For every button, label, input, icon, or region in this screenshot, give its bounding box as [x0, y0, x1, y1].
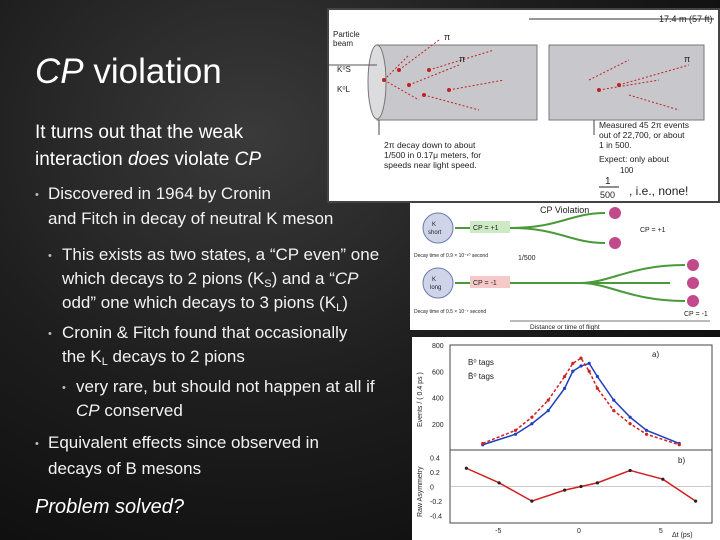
pi-label: π: [444, 32, 451, 42]
ylabel-top: Events / ( 0.4 ps ): [417, 372, 424, 427]
bullet-1b-line-2: the $K_L$ decays to 2 pions: [62, 347, 245, 368]
cp-violation-svg: [410, 203, 720, 330]
ratio-label: 1/500: [518, 255, 536, 262]
asym-point: [596, 481, 599, 484]
beam-label-1: Particle: [333, 30, 360, 39]
note-right-2: out of 22,700, or about: [599, 130, 685, 140]
b0-point: [612, 399, 615, 402]
pi-label: π: [459, 54, 466, 64]
beam-tube-right: [549, 45, 704, 120]
asym-point: [498, 481, 501, 484]
yticks-top: [432, 343, 444, 429]
intro-line-1: It turns out that the weak: [35, 122, 244, 143]
bullet-1a-line-2: which decays to 2 pions $(K_S)$ and a “CP: [62, 269, 359, 290]
bullet-1a-line-1: This exists as two states, a “CP even” one: [62, 245, 380, 264]
b-meson-svg: [412, 337, 720, 540]
cp-minus-right-label: CP = -1: [684, 311, 708, 318]
bullet-marker-icon: •: [48, 250, 52, 262]
b0-point: [563, 387, 566, 390]
b0bar-point: [645, 433, 648, 436]
b0bar-point: [596, 387, 599, 390]
xtick-label: 5: [658, 528, 663, 535]
bullet-marker-icon: •: [62, 382, 66, 394]
bullet-1b-line-1: Cronin & Fitch found that occasionally: [62, 323, 348, 342]
k-short-label-2: short: [428, 230, 442, 236]
cp-violation-diagram: [410, 203, 720, 330]
ylabel-bottom: Raw Asymmetry: [417, 466, 424, 517]
yticks-bottom: [430, 455, 442, 520]
xlabel: Δt (ps): [672, 532, 693, 539]
bullet-marker-icon: •: [35, 189, 39, 201]
bullet-2-line-2: decays of B mesons: [48, 459, 202, 478]
intro-line-2: interaction does violate CP: [35, 149, 262, 170]
note-left-1: 2π decay down to about: [384, 140, 476, 150]
asym-point: [579, 485, 582, 488]
series-raw-asymmetry: [466, 468, 695, 501]
expect-label: Expect: only about: [599, 154, 669, 164]
bullet-marker-icon: •: [35, 438, 39, 450]
b0bar-point: [514, 429, 517, 432]
slide-title: CP violation: [35, 52, 222, 91]
ytick-top-label: 800: [432, 343, 444, 350]
fraction-denominator: 500: [600, 190, 616, 200]
k-long-label-2: long: [430, 285, 442, 291]
asym-point: [629, 469, 632, 472]
bullet-marker-icon: •: [48, 328, 52, 340]
bullet-1-line-1: Discovered in 1964 by Cronin: [48, 184, 272, 203]
xtick-label: 0: [577, 528, 581, 535]
beam-tube-end: [368, 45, 386, 119]
asym-point: [563, 489, 566, 492]
distance-label: 17.4 m (57 ft): [659, 14, 713, 24]
b0bar-point: [629, 422, 632, 425]
note-left-3: speeds near light speed.: [384, 160, 477, 170]
asym-point: [465, 467, 468, 470]
ytick-top-label: 600: [432, 369, 444, 377]
b0bar-point: [571, 362, 574, 365]
b0bar-point: [588, 370, 591, 373]
b-meson-plot: [412, 337, 720, 540]
ytick-bottom-label: -0.2: [430, 499, 443, 507]
panel-b-label: b): [678, 456, 686, 465]
b0-point: [579, 364, 582, 367]
b0bar-point: [547, 399, 550, 402]
bullet-2-line-1: Equivalent effects since observed in: [48, 433, 319, 452]
k-short-sphere: [423, 213, 453, 243]
k-short-label: K: [432, 222, 437, 228]
closing-question: Problem solved?: [35, 496, 184, 518]
ytick-top-label: 200: [432, 421, 444, 429]
fraction-exponent: 100: [620, 166, 634, 175]
cp-plus-right-label: CP = +1: [640, 227, 666, 234]
bullet-1-line-2: and Fitch in decay of neutral K meson: [48, 209, 334, 228]
b0-point: [645, 429, 648, 432]
ytick-bottom-label: 0.2: [430, 469, 440, 477]
beam-label-2: beam: [333, 39, 354, 48]
lifetime-long: Decay time of 0.5 × 10⁻⁷ second: [414, 309, 487, 315]
legend-1: B⁰ tags: [468, 358, 494, 367]
xticks: [495, 528, 663, 535]
beam-decay-svg: [329, 10, 720, 203]
b0-point: [629, 416, 632, 419]
beam-tube-left: [377, 45, 537, 120]
ytick-bottom-label: 0: [430, 484, 434, 492]
b0-point: [514, 433, 517, 436]
cp-minus-label: CP = -1: [473, 280, 497, 287]
cp-plus-label: CP = +1: [473, 225, 499, 232]
ytick-bottom-label: -0.4: [430, 513, 443, 521]
ks-label: K⁰S: [337, 65, 351, 74]
bullet-1a-line-3: odd” one which decays to 3 pions $(K_L)$: [62, 293, 348, 314]
ytick-top-label: 400: [432, 395, 444, 403]
note-left-2: 1/500 in 0.17μ meters, for: [384, 150, 482, 160]
b0-point: [588, 362, 591, 365]
b0-point: [547, 409, 550, 412]
ytick-bottom-label: 0.4: [430, 455, 440, 463]
fraction-numerator: 1: [605, 176, 611, 187]
none-label: , i.e., none!: [629, 184, 689, 198]
diagram-title: CP Violation: [540, 205, 590, 215]
k-long-sphere: [423, 268, 453, 298]
bullet-1b1-line-1: very rare, but should not happen at all if: [76, 377, 375, 396]
b0bar-point: [481, 442, 484, 445]
asym-point: [694, 500, 697, 503]
b0-point: [530, 422, 533, 425]
b0bar-point: [530, 416, 533, 419]
b0bar-point: [678, 443, 681, 446]
lifetime-short: Decay time of 0.9 × 10⁻¹⁰ second: [414, 253, 488, 259]
bullet-1b1-line-2: CP conserved: [76, 401, 183, 420]
b0-point: [596, 375, 599, 378]
b0bar-point: [579, 357, 582, 360]
k-long-label: K: [432, 277, 437, 283]
b0-point: [571, 370, 574, 373]
note-right-3: 1 in 500.: [599, 140, 632, 150]
b0bar-point: [612, 409, 615, 412]
panel-a-label: a): [652, 350, 660, 359]
series-b0-tags: [483, 363, 680, 444]
b0bar-point: [563, 375, 566, 378]
axis-label: Distance or time of flight: [530, 324, 600, 330]
asym-point: [530, 500, 533, 503]
beam-decay-figure: [327, 8, 720, 203]
kl-label: K⁰L: [337, 85, 350, 94]
legend-2: B̄⁰ tags: [468, 372, 494, 381]
asym-point: [661, 478, 664, 481]
xtick-label: -5: [495, 528, 502, 535]
pi-label: π: [684, 54, 691, 64]
note-right-1: Measured 45 2π events: [599, 120, 689, 130]
